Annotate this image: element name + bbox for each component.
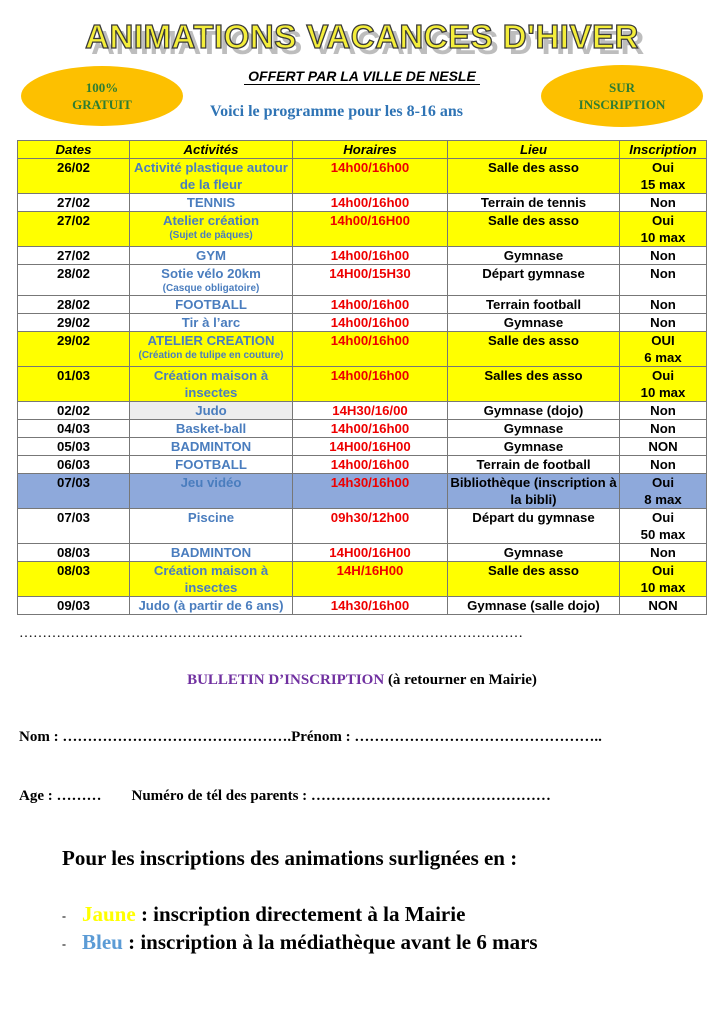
date-text: 08/03 xyxy=(56,545,90,560)
place-text: Gymnase xyxy=(503,439,564,454)
age-phone-line: Age : ……… Numéro de tél des parents : ………………………………………… xyxy=(19,788,551,804)
table-row xyxy=(18,159,707,194)
time-text: 14H00/15H30 xyxy=(329,266,411,281)
activity-text: Tir à l’arc xyxy=(181,315,241,330)
table-row xyxy=(18,544,707,562)
table-row xyxy=(18,247,707,265)
cell-activity xyxy=(130,402,293,420)
registration-text: Non xyxy=(650,315,676,330)
cell-activity xyxy=(130,544,293,562)
table-row xyxy=(18,562,707,597)
bulletin-title: BULLETIN D’INSCRIPTION xyxy=(187,672,385,688)
programme-table-body xyxy=(18,159,707,615)
cell-registration xyxy=(620,597,707,615)
registration-text: Oui xyxy=(652,510,674,525)
cell-activity xyxy=(130,159,293,194)
registration-text: Oui xyxy=(652,475,674,490)
cell-registration xyxy=(620,509,707,544)
cell-date xyxy=(18,420,130,438)
cell-activity xyxy=(130,438,293,456)
place-text: Salle des asso xyxy=(488,213,579,228)
cell-place xyxy=(448,402,620,420)
cell-place xyxy=(448,597,620,615)
cell-place xyxy=(448,212,620,247)
date-text: 06/03 xyxy=(56,457,90,472)
offer-text: OFFERT PAR LA VILLE DE NESLE xyxy=(244,68,480,85)
place-text: Départ gymnase xyxy=(482,266,585,281)
activity-text: BADMINTON xyxy=(170,545,252,560)
bulletin-note: (à retourner en Mairie) xyxy=(387,672,537,688)
registration-text: Oui xyxy=(652,160,674,175)
cell-activity xyxy=(130,597,293,615)
registration-text: NON xyxy=(648,598,678,613)
place-text: Salle des asso xyxy=(488,160,579,175)
cell-registration xyxy=(620,402,707,420)
legend-bullet: - xyxy=(62,936,66,951)
registration-text: Non xyxy=(650,248,676,263)
cell-date xyxy=(18,597,130,615)
cell-place xyxy=(448,562,620,597)
place-text: Salle des asso xyxy=(488,333,579,348)
registration-text: OUI xyxy=(651,333,675,348)
cell-place xyxy=(448,247,620,265)
cell-date xyxy=(18,159,130,194)
date-text: 07/03 xyxy=(56,475,90,490)
registration-max: 50 max xyxy=(640,527,686,542)
header-activities: Activités xyxy=(130,141,293,159)
cell-place xyxy=(448,159,620,194)
time-text: 14H30/16/00 xyxy=(332,403,408,418)
cell-place xyxy=(448,194,620,212)
cell-registration xyxy=(620,456,707,474)
date-text: 28/02 xyxy=(56,266,90,281)
cell-registration xyxy=(620,194,707,212)
table-row xyxy=(18,456,707,474)
activity-text: Piscine xyxy=(187,510,235,525)
activity-text: FOOTBALL xyxy=(175,297,247,312)
table-row xyxy=(18,212,707,247)
activity-text: ATELIER CREATION xyxy=(147,333,275,348)
cell-registration xyxy=(620,265,707,296)
table-row xyxy=(18,296,707,314)
registration-badge-line2: INSCRIPTION xyxy=(578,97,666,112)
legend-blue xyxy=(62,930,538,955)
cell-activity xyxy=(130,265,293,296)
place-text: Terrain football xyxy=(485,297,581,312)
cell-time xyxy=(293,332,448,367)
place-text: Terrain de tennis xyxy=(480,195,587,210)
cell-place xyxy=(448,474,620,509)
cell-time xyxy=(293,212,448,247)
time-text: 14h00/16H00 xyxy=(330,213,410,228)
date-text: 27/02 xyxy=(56,213,90,228)
date-text: 28/02 xyxy=(56,297,90,312)
cell-time xyxy=(293,247,448,265)
cell-time xyxy=(293,265,448,296)
time-text: 14h00/16h00 xyxy=(330,297,410,312)
activity-text: BADMINTON xyxy=(170,439,252,454)
registration-text: Non xyxy=(650,195,676,210)
time-text: 14h00/16h00 xyxy=(330,195,410,210)
activity-text: Atelier création xyxy=(162,213,259,228)
cell-time xyxy=(293,509,448,544)
registration-text: Non xyxy=(650,545,676,560)
cell-time xyxy=(293,296,448,314)
cell-time xyxy=(293,474,448,509)
free-badge xyxy=(21,66,183,126)
time-text: 14h00/16h00 xyxy=(330,368,410,383)
registration-max: 15 max xyxy=(640,177,686,192)
activity-subtext: (Casque obligatoire) xyxy=(162,283,260,294)
registration-max: 10 max xyxy=(640,580,686,595)
programme-table xyxy=(17,140,707,615)
cell-registration xyxy=(620,562,707,597)
activity-text: Sotie vélo 20km xyxy=(161,266,261,281)
cell-time xyxy=(293,314,448,332)
cell-registration xyxy=(620,438,707,456)
cell-registration xyxy=(620,474,707,509)
registration-max: 6 max xyxy=(644,350,682,365)
cell-registration xyxy=(620,420,707,438)
cell-place xyxy=(448,367,620,402)
cell-time xyxy=(293,438,448,456)
activity-text: Judo (à partir de 6 ans) xyxy=(138,598,284,613)
cell-date xyxy=(18,438,130,456)
activity-subtext: (Création de tulipe en couture) xyxy=(138,350,284,361)
date-text: 29/02 xyxy=(56,315,90,330)
activity-text: Création maison à insectes xyxy=(153,368,269,400)
time-text: 14H/16H00 xyxy=(336,563,404,578)
time-text: 14h30/16h00 xyxy=(330,598,410,613)
cell-date xyxy=(18,509,130,544)
cell-date xyxy=(18,367,130,402)
bulletin-heading xyxy=(0,672,724,689)
table-header-row xyxy=(18,141,707,159)
cell-registration xyxy=(620,314,707,332)
legend-yellow xyxy=(62,902,465,927)
registration-text: Oui xyxy=(652,213,674,228)
cell-activity xyxy=(130,367,293,402)
date-text: 01/03 xyxy=(56,368,90,383)
registration-text: Non xyxy=(650,297,676,312)
place-text: Gymnase (dojo) xyxy=(483,403,584,418)
cell-date xyxy=(18,265,130,296)
place-text: Salles des asso xyxy=(484,368,583,383)
cell-date xyxy=(18,314,130,332)
cell-activity xyxy=(130,474,293,509)
activity-text: Création maison à insectes xyxy=(153,563,269,595)
cell-place xyxy=(448,332,620,367)
place-text: Salle des asso xyxy=(488,563,579,578)
notes-title: Pour les inscriptions des animations surlignées en : xyxy=(62,846,518,870)
cell-date xyxy=(18,247,130,265)
activity-text: Judo xyxy=(195,403,227,418)
cell-time xyxy=(293,194,448,212)
cell-date xyxy=(18,332,130,367)
activity-text: GYM xyxy=(195,248,227,263)
registration-max: 10 max xyxy=(640,385,686,400)
registration-text: Non xyxy=(650,266,676,281)
free-badge-line1: 100% xyxy=(85,80,119,95)
time-text: 14H00/16H00 xyxy=(329,439,411,454)
cell-registration xyxy=(620,159,707,194)
cell-time xyxy=(293,402,448,420)
table-row xyxy=(18,265,707,296)
time-text: 14h00/16h00 xyxy=(330,333,410,348)
date-text: 26/02 xyxy=(56,160,90,175)
header-place: Lieu xyxy=(448,141,620,159)
place-text: Terrain de football xyxy=(476,457,591,472)
table-row xyxy=(18,474,707,509)
cell-activity xyxy=(130,420,293,438)
date-text: 09/03 xyxy=(56,598,90,613)
cell-registration xyxy=(620,212,707,247)
cell-place xyxy=(448,314,620,332)
date-text: 05/03 xyxy=(56,439,90,454)
time-text: 09h30/12h00 xyxy=(330,510,410,525)
time-text: 14h00/16h00 xyxy=(330,457,410,472)
cell-date xyxy=(18,456,130,474)
cell-date xyxy=(18,296,130,314)
cell-date xyxy=(18,402,130,420)
cell-registration xyxy=(620,296,707,314)
cell-time xyxy=(293,420,448,438)
programme-subtitle: Voici le programme pour les 8-16 ans xyxy=(210,103,464,120)
cell-date xyxy=(18,562,130,597)
cell-place xyxy=(448,509,620,544)
date-text: 29/02 xyxy=(56,333,90,348)
date-text: 02/02 xyxy=(56,403,90,418)
time-text: 14h30/16h00 xyxy=(330,475,410,490)
page-title: ANIMATIONS VACANCES D'HIVER xyxy=(85,18,639,55)
legend-yellow-text: : inscription directement à la Mairie xyxy=(135,902,466,926)
cell-registration xyxy=(620,332,707,367)
table-row xyxy=(18,367,707,402)
registration-text: Non xyxy=(650,403,676,418)
date-text: 27/02 xyxy=(56,195,90,210)
cell-registration xyxy=(620,544,707,562)
cell-place xyxy=(448,420,620,438)
cell-time xyxy=(293,562,448,597)
table-row xyxy=(18,597,707,615)
table-row xyxy=(18,194,707,212)
registration-text: Non xyxy=(650,421,676,436)
time-text: 14H00/16H00 xyxy=(329,545,411,560)
cell-place xyxy=(448,456,620,474)
cell-place xyxy=(448,544,620,562)
cell-time xyxy=(293,597,448,615)
legend-blue-text: : inscription à la médiathèque avant le 6 mars xyxy=(122,930,538,954)
table-row xyxy=(18,314,707,332)
cell-place xyxy=(448,296,620,314)
free-badge-line2: GRATUIT xyxy=(72,97,132,112)
cell-activity xyxy=(130,332,293,367)
activity-subtext: (Sujet de pâques) xyxy=(169,230,253,241)
time-text: 14h00/16h00 xyxy=(330,421,410,436)
cell-activity xyxy=(130,296,293,314)
date-text: 27/02 xyxy=(56,248,90,263)
cell-place xyxy=(448,438,620,456)
table-row xyxy=(18,402,707,420)
place-text: Gymnase xyxy=(503,421,564,436)
place-text: Gymnase xyxy=(503,545,564,560)
separator-dots: ……………………………………………………………………………………………… xyxy=(19,626,523,641)
cell-time xyxy=(293,159,448,194)
time-text: 14h00/16h00 xyxy=(330,160,410,175)
activity-text: FOOTBALL xyxy=(175,457,247,472)
place-text: Gymnase xyxy=(503,315,564,330)
activity-text: Jeu vidéo xyxy=(180,475,242,490)
cell-date xyxy=(18,194,130,212)
date-text: 04/03 xyxy=(56,421,90,436)
table-row xyxy=(18,420,707,438)
registration-max: 8 max xyxy=(644,492,682,507)
cell-activity xyxy=(130,562,293,597)
header-registration: Inscription xyxy=(620,141,707,159)
cell-activity xyxy=(130,194,293,212)
cell-time xyxy=(293,544,448,562)
registration-badge xyxy=(541,65,703,127)
time-text: 14h00/16h00 xyxy=(330,248,410,263)
table-row xyxy=(18,332,707,367)
name-line: Nom : ……………………………………….Prénom : ………………………………………….. xyxy=(19,729,602,745)
legend-blue-word: Bleu xyxy=(82,930,123,954)
registration-text: NON xyxy=(648,439,678,454)
activity-text: TENNIS xyxy=(186,195,236,210)
table-row xyxy=(18,509,707,544)
cell-date xyxy=(18,544,130,562)
header-times: Horaires xyxy=(293,141,448,159)
place-text: Gymnase (salle dojo) xyxy=(467,598,600,613)
time-text: 14h00/16h00 xyxy=(330,315,410,330)
place-text: Départ du gymnase xyxy=(472,510,595,525)
cell-time xyxy=(293,456,448,474)
registration-text: Oui xyxy=(652,563,674,578)
registration-text: Non xyxy=(650,457,676,472)
registration-max: 10 max xyxy=(640,230,686,245)
cell-date xyxy=(18,212,130,247)
cell-place xyxy=(448,265,620,296)
registration-badge-line1: SUR xyxy=(608,80,635,95)
activity-text: Basket-ball xyxy=(175,421,247,436)
place-text: Gymnase xyxy=(503,248,564,263)
date-text: 07/03 xyxy=(56,510,90,525)
cell-activity xyxy=(130,212,293,247)
cell-time xyxy=(293,367,448,402)
legend-yellow-word: Jaune xyxy=(82,902,136,926)
legend-bullet: - xyxy=(62,908,66,923)
cell-date xyxy=(18,474,130,509)
activity-text: Activité plastique autour de la fleur xyxy=(134,160,288,192)
date-text: 08/03 xyxy=(56,563,90,578)
cell-registration xyxy=(620,367,707,402)
cell-registration xyxy=(620,247,707,265)
header-dates: Dates xyxy=(18,141,130,159)
cell-activity xyxy=(130,456,293,474)
place-text: Bibliothèque (inscription à la bibli) xyxy=(450,475,617,507)
cell-activity xyxy=(130,247,293,265)
cell-activity xyxy=(130,314,293,332)
cell-activity xyxy=(130,509,293,544)
table-row xyxy=(18,438,707,456)
registration-text: Oui xyxy=(652,368,674,383)
